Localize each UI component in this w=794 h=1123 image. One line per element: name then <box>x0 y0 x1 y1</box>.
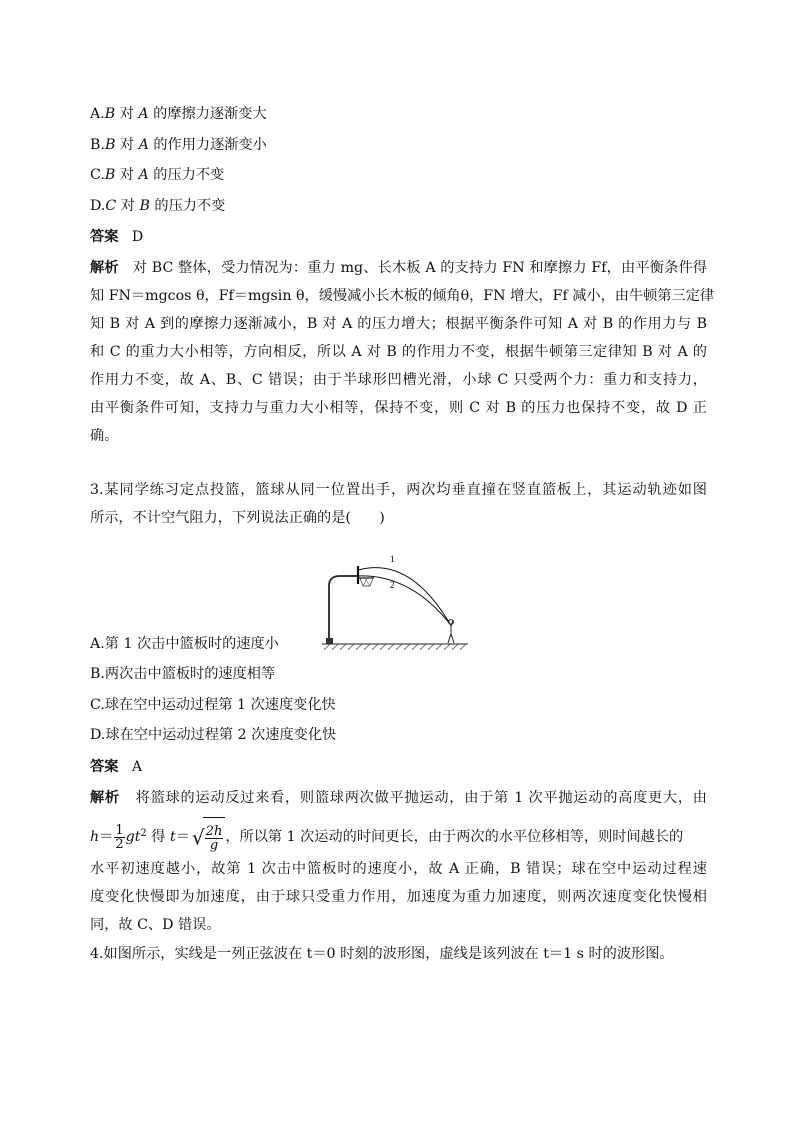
player-figure <box>448 620 454 643</box>
q2-analysis-line-7: 确。 <box>90 428 119 444</box>
q3-option-a: A.第 1 次击中篮板时的速度小 <box>90 636 279 652</box>
q2-option-a: A.B 对 A 的摩擦力逐渐变大 <box>90 106 267 122</box>
q2-answer: 答案 D <box>90 229 144 245</box>
pole-base <box>326 638 333 644</box>
q2-analysis-line-5: 作用力不变，故 A、B、C 错误；由于半球形凹槽光滑，小球 C 只受两个力：重力和支持力， <box>90 372 707 388</box>
q3-option-c: C.球在空中运动过程第 1 次速度变化快 <box>90 697 336 713</box>
pole <box>329 576 358 638</box>
q3-option-b: B.两次击中篮板时的速度相等 <box>90 666 276 682</box>
one-half-fraction: $\frac{1}{2}$ <box>115 822 124 852</box>
figure-svg <box>320 550 470 652</box>
q2-analysis-line-4: 和 C 的重力大小相等，方向相反，所以 A 对 B 的作用力不变，根据牛顿第三定律知 B 对 A 的 <box>90 344 707 360</box>
q3-analysis-label: 解析 <box>90 790 120 806</box>
trajectory-2 <box>358 576 450 624</box>
q2-analysis-line-6: 由平衡条件可知，支持力与重力大小相等，保持不变，则 C 对 B 的压力也保持不变，故 D 正 <box>90 400 707 416</box>
q3-answer: 答案 A <box>90 759 143 775</box>
path-label-2: 2 <box>390 580 395 590</box>
hoop-net <box>360 578 373 586</box>
q2-analysis-line-3: 知 B 对 A 到的摩擦力逐渐减小，B 对 A 的压力增大；根据平衡条件可知 A 对 B 的作用力与 B <box>90 316 707 332</box>
q2-option-b: B.B 对 A 的作用力逐渐变小 <box>90 137 267 153</box>
q2-analysis-line-2: 知 FN＝mgcos θ，Ff＝mgsin θ，缓慢减小长木板的倾角θ，FN 增大，Ff 减小，由牛顿第三定律 <box>90 288 715 304</box>
q2-analysis-label: 解析 <box>90 260 119 276</box>
q3-option-d: D.球在空中运动过程第 2 次速度变化快 <box>90 727 337 743</box>
q3-formula-line: h＝ $\frac{1}{2}$ $gt^2$ 得 t＝ √ $\frac{2h}{g}$ ，所以第 1 次运动的时间更长，由于两次的水平位移相等，则时间越长的 <box>90 814 683 854</box>
q3-analysis-line-3: 水平初速度越小，故第 1 次击中篮板时的速度小，故 A 正确，B 错误；球在空中运动过程速 <box>90 861 707 877</box>
sqrt-expression: √ $\frac{2h}{g}$ <box>192 817 225 858</box>
q2-analysis-line-1: 解析 对 BC 整体，受力情况为：重力 mg、长木板 A 的支持力 FN 和摩擦力 Ff，由平衡条件得 <box>90 260 707 276</box>
q3-stem-line-2: 所示，不计空气阻力，下列说法正确的是( ) <box>90 510 385 526</box>
basketball-trajectory-figure <box>320 550 470 656</box>
q4-stem: 4.如图所示，实线是一列正弦波在 t＝0 时刻的波形图，虚线是该列波在 t＝1 s 时的波形图。 <box>90 946 674 962</box>
q3-analysis-line-4: 度变化快慢即为加速度，由于球只受重力作用，加速度为重力加速度，则两次速度变化快慢相 <box>90 889 707 905</box>
q3-stem-line-1: 3.某同学练习定点投篮，篮球从同一位置出手，两次均垂直撞在竖直篮板上，其运动轨迹如图 <box>90 482 707 498</box>
q3-analysis-line-5: 同，故 C、D 错误。 <box>90 917 221 933</box>
q2-option-c: C.B 对 A 的压力不变 <box>90 167 225 183</box>
q2-option-d: D.C 对 B 的压力不变 <box>90 198 226 214</box>
ground-hatching <box>324 644 466 650</box>
q3-analysis-line-1: 解析 将篮球的运动反过来看，则篮球两次做平抛运动，由于第 1 次平抛运动的高度更大，由 <box>90 790 707 806</box>
path-label-1: 1 <box>390 554 395 564</box>
